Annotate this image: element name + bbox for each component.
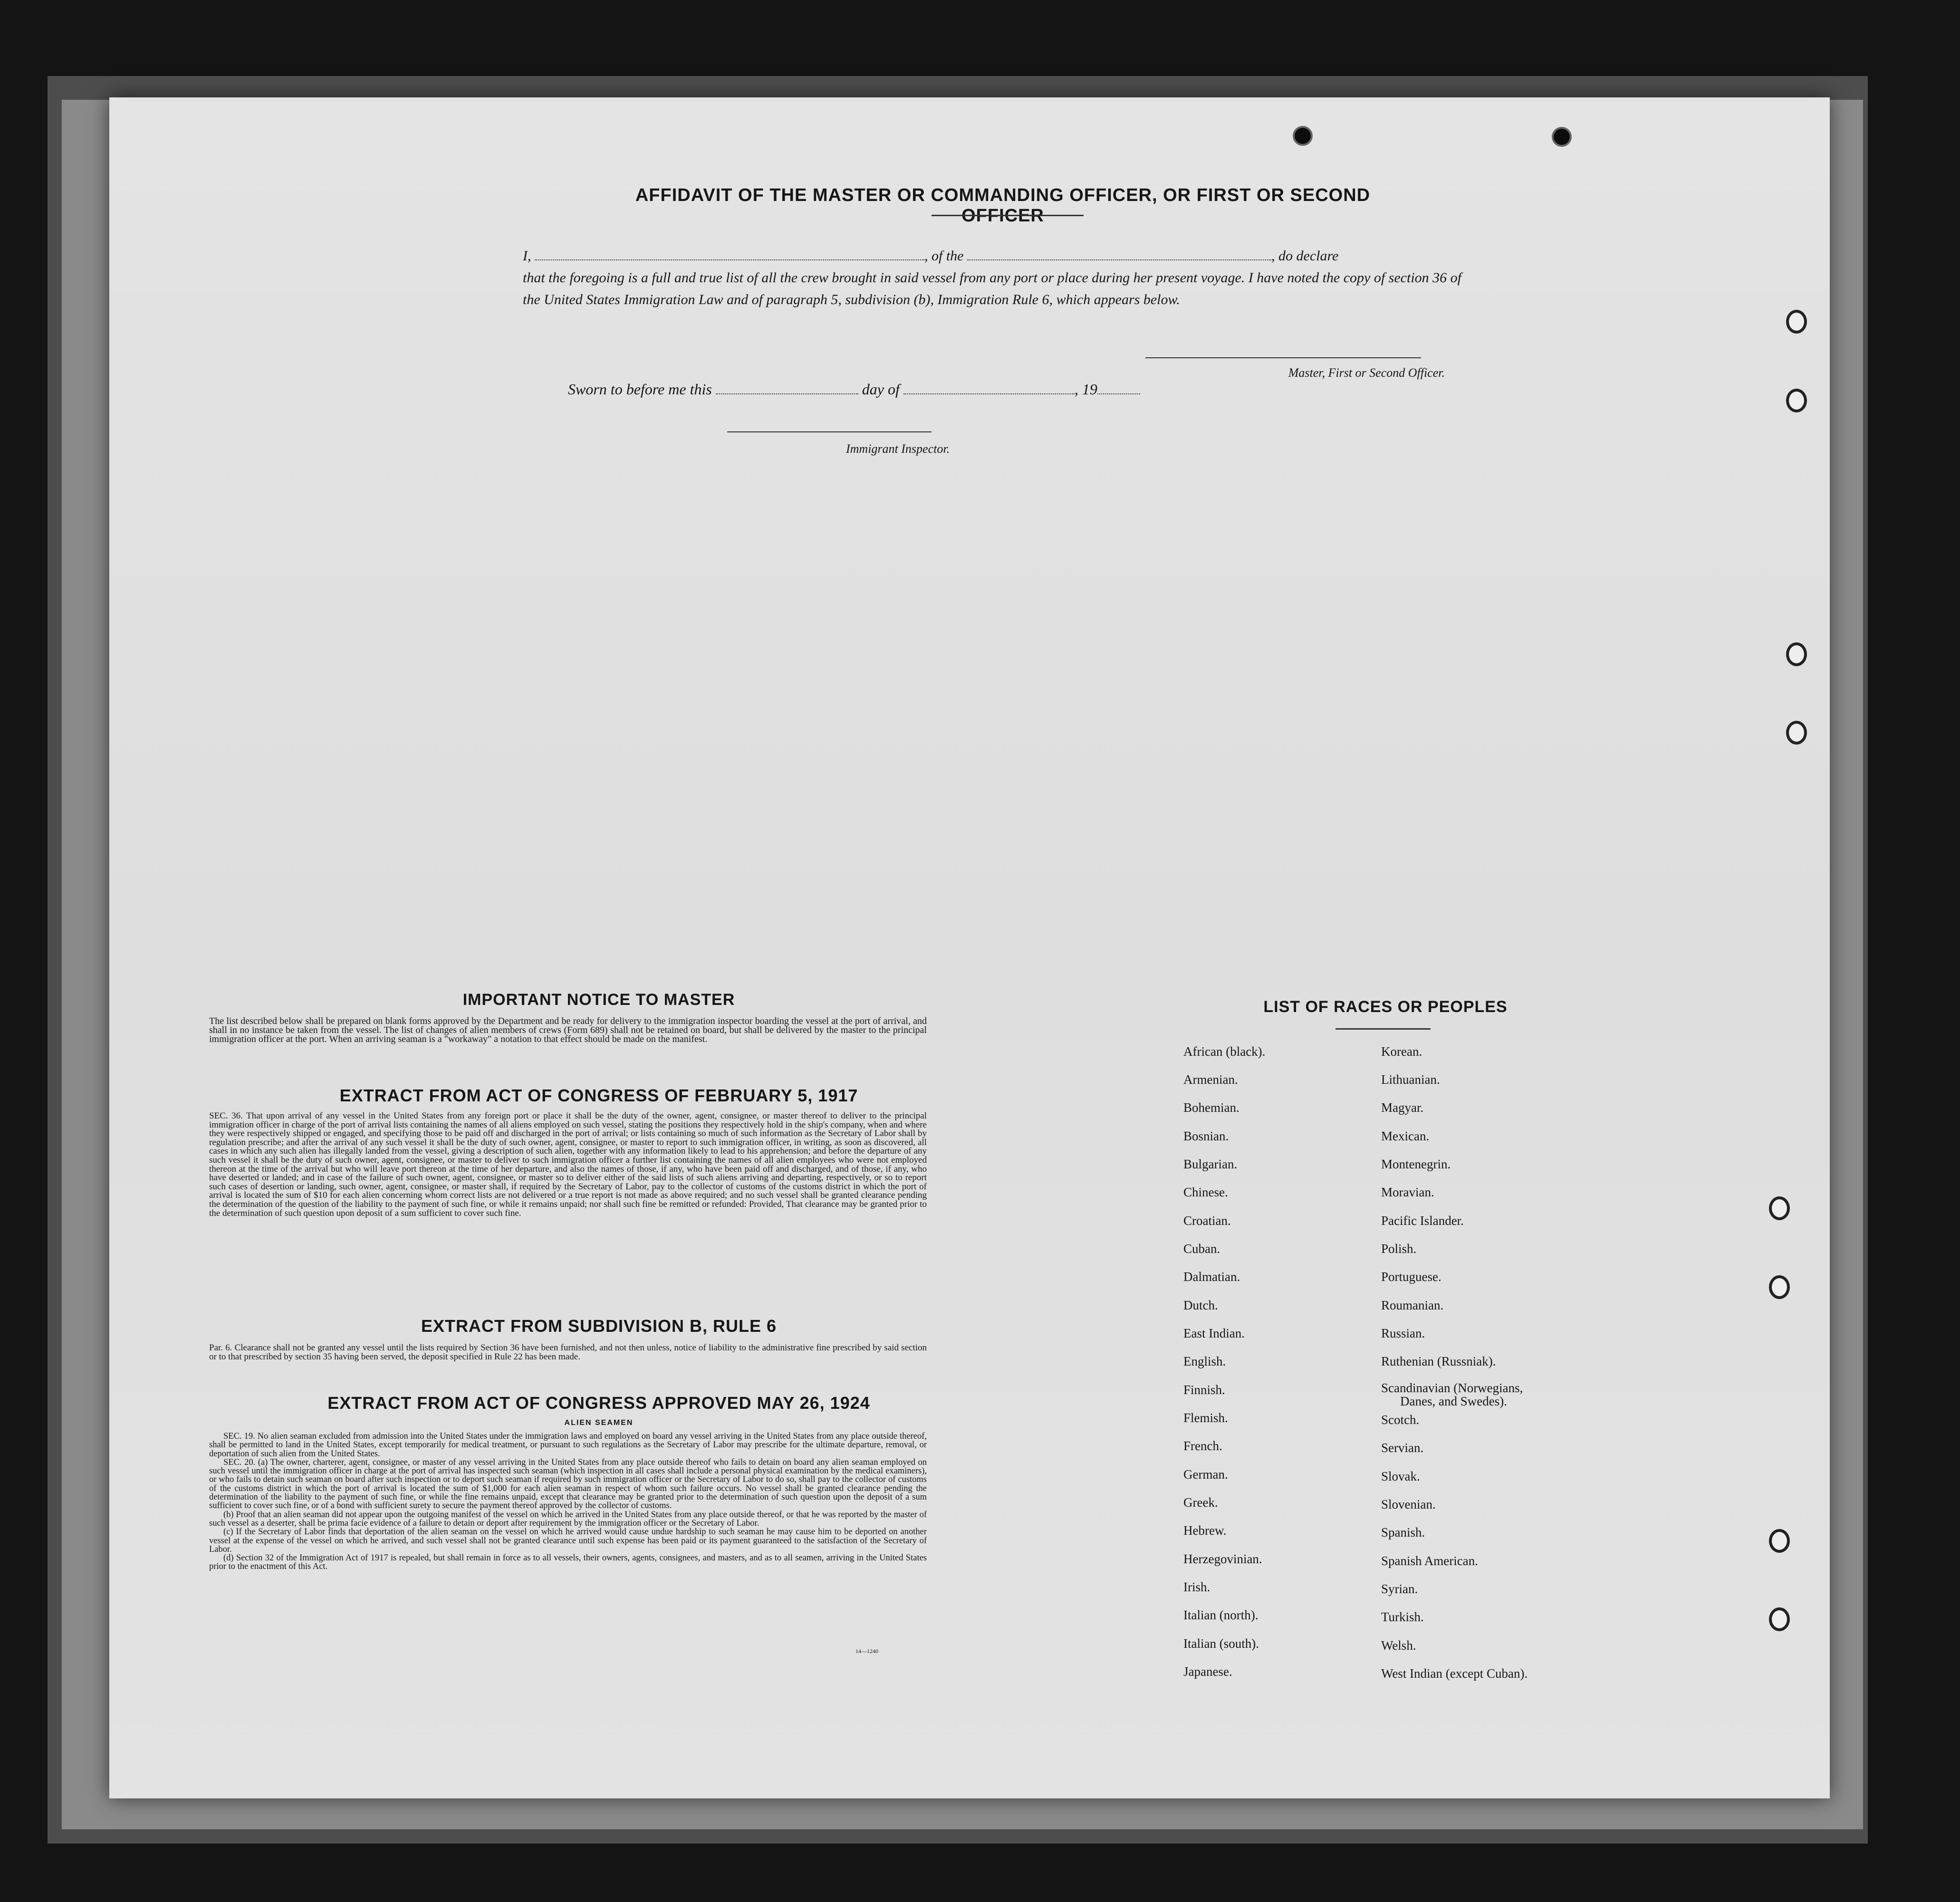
binder-hole — [1769, 1275, 1790, 1299]
race-right: Montenegrin. — [1381, 1157, 1451, 1171]
race-left: Bulgarian. — [1183, 1157, 1238, 1171]
race-left: Dalmatian. — [1183, 1270, 1240, 1284]
affidavit-body: that the foregoing is a full and true list of all the crew brought in said vessel from any port or place during her present voyage. I have noted the copy of section 36 of the United States Immigration Law and of paragraph 5, subdivision (b), Immigration Rule 6, which appears below. — [523, 270, 1461, 307]
declaration-start: I, — [523, 248, 531, 264]
race-right: Spanish. — [1381, 1525, 1425, 1539]
binder-hole — [1786, 721, 1807, 745]
race-right: Scandinavian (Norwegians, — [1381, 1381, 1523, 1395]
race-right: Russian. — [1381, 1326, 1425, 1340]
name-blank — [535, 246, 924, 260]
extract-1924-heading: EXTRACT FROM ACT OF CONGRESS APPROVED MAY 26, 1924 — [327, 1393, 870, 1413]
year-blank — [1097, 380, 1140, 394]
race-right: Mexican. — [1381, 1129, 1430, 1143]
race-left: Cuban. — [1183, 1242, 1220, 1256]
race-right: West Indian (except Cuban). — [1381, 1666, 1528, 1681]
race-left: Herzegovinian. — [1183, 1552, 1262, 1566]
signature-label: Master, First or Second Officer. — [1288, 366, 1445, 380]
day-blank — [716, 380, 858, 394]
race-right: Syrian. — [1381, 1582, 1418, 1596]
title-rule — [932, 215, 1084, 216]
binder-hole — [1786, 310, 1807, 334]
race-right: Lithuanian. — [1381, 1072, 1440, 1087]
race-right: Slovak. — [1381, 1469, 1420, 1483]
extract-1924-text — [209, 1432, 927, 1571]
race-left: Finnish. — [1183, 1383, 1225, 1397]
alien-seamen-subheading: ALIEN SEAMEN — [564, 1419, 634, 1427]
race-left: Flemish. — [1183, 1411, 1228, 1425]
race-left: African (black). — [1183, 1044, 1266, 1059]
binder-hole — [1786, 642, 1807, 666]
race-right: Ruthenian (Russniak). — [1381, 1354, 1496, 1368]
races-heading: LIST OF RACES OR PEOPLES — [1263, 998, 1508, 1016]
race-left: East Indian. — [1183, 1326, 1245, 1340]
inspector-label: Immigrant Inspector. — [846, 442, 950, 456]
race-right: Moravian. — [1381, 1185, 1434, 1199]
vessel-blank — [967, 246, 1271, 260]
race-right: Servian. — [1381, 1441, 1424, 1455]
punch-hole — [1293, 126, 1313, 146]
section-20a: SEC. 20. (a) The owner, charterer, agent, consignee, or master of any vessel arriving in the United States from any place outside thereof who fails to detain on board any alien seaman employed on such vessel until the immigration officer in charge at the port of arrival has inspected such seaman (which inspection in all cases shall include a personal physical examination by the medical examiners), or who fails to detain such seaman on board after such inspection or to deport such seaman if required by such immigration officer or the Secretary of Labor to do so, shall pay to the collector of customs of the customs district in which the port of arrival is located the sum of $1,000 for each alien seaman in respect of whom such failure occurs. No vessel shall be granted clearance pending the determination of the liability to the payment of such fine, or while the fine remains unpaid, except that clearance may be granted prior to the determination of such question upon the deposit of a sum sufficient to cover such fine, or of a bond with sufficient surety to secure the payment thereof approved by the collector of customs. — [209, 1457, 927, 1511]
race-left: Hebrew. — [1183, 1523, 1227, 1538]
binder-hole — [1786, 389, 1807, 412]
race-left: Dutch. — [1183, 1298, 1218, 1312]
race-left: French. — [1183, 1439, 1222, 1453]
race-right: Portuguese. — [1381, 1270, 1441, 1284]
race-right: Danes, and Swedes). — [1400, 1394, 1507, 1408]
race-left: German. — [1183, 1467, 1228, 1481]
section-20c: (c) If the Secretary of Labor finds that deportation of the alien seaman on the vessel on which he arrived would cause undue hardship to such seaman he may cause him to be deported on another vessel at the expense of the vessel on which he arrived, and such vessel shall not be granted clearance until such expense has been paid or its payment guaranteed to the satisfaction of the Secretary of Labor. — [209, 1527, 927, 1554]
rule6-heading: EXTRACT FROM SUBDIVISION B, RULE 6 — [421, 1316, 777, 1336]
race-right: Turkish. — [1381, 1610, 1424, 1624]
inspector-line — [727, 431, 932, 432]
extract-1917-text: SEC. 36. That upon arrival of any vessel in the United States from any foreign port or place it shall be the duty of the owner, agent, consignee, or master thereof to deliver to the principal immigration officer in charge of the port of arrival lists containing the names of all aliens employed on such vessel, stating the positions they respectively hold in the ship's company, when and where they were respectively shipped or engaged, and specifying those to be paid off and discharged in the port of arrival; or lists containing so much of such information as the Secretary of Labor shall by regulation prescribe; and after the arrival of any such vessel it shall be the duty of such owner, agent, consignee, or master to report to such immigration officer, in writing, as soon as discovered, all cases in which any such alien has illegally landed from the vessel, giving a description of such alien, together with any information likely to lead to his apprehension; and before the departure of any such vessel it shall be the duty of such owner, agent, consignee, or master to deliver to such immigration officer a further list containing the names of all alien employees who were not employed thereon at the time of the arrival but who will leave port thereon at the time of her departure, and also the names of those, if any, who have been paid off and discharged, and of those, if any, who have deserted or landed; and in case of the failure of such owner, agent, consignee, or master so to deliver either of the said lists of such aliens arriving and departing, respectively, or so to report such cases of desertion or landing, such owner, agent, consignee, or master shall, if required by the Secretary of Labor, pay to the collector of customs of the customs district in which the port of arrival is located the sum of $10 for each alien concerning whom correct lists are not delivered or a true report is not made as above required; and no such vessel shall be granted clearance pending the determination of the question of the liability to the payment of such fine, or while it remains unpaid; nor shall such fine be remitted or refunded: Provided, That clearance may be granted prior to the determination of such question upon deposit of a sum sufficient to cover such fine. — [209, 1111, 927, 1218]
race-left: Italian (north). — [1183, 1608, 1259, 1622]
sworn-line — [568, 380, 1233, 398]
race-left: Italian (south). — [1183, 1636, 1259, 1651]
race-left: Irish. — [1183, 1580, 1211, 1594]
race-right: Scotch. — [1381, 1413, 1420, 1427]
declaration-line — [523, 245, 1464, 267]
race-left: English. — [1183, 1354, 1226, 1368]
binder-hole — [1769, 1196, 1790, 1220]
declaration-mid: , of the — [924, 248, 964, 264]
race-right: Roumanian. — [1381, 1298, 1444, 1312]
race-right: Magyar. — [1381, 1100, 1424, 1115]
race-left: Bohemian. — [1183, 1100, 1239, 1115]
affidavit-declaration — [523, 245, 1464, 311]
section-19: SEC. 19. No alien seaman excluded from admission into the United States under the immigration laws and employed on board any vessel arriving in the United States from any place outside thereof, shall be permitted to land in the United States, except temporarily for medical treatment, or pursuant to such regulations as the Secretary of Labor may prescribe for the ultimate departure, removal, or deportation of such alien from the United States. — [209, 1432, 927, 1459]
race-right: Slovenian. — [1381, 1497, 1436, 1511]
declaration-end: , do declare — [1271, 248, 1339, 264]
race-right: Polish. — [1381, 1242, 1417, 1256]
races-rule — [1335, 1028, 1431, 1030]
affidavit-title: AFFIDAVIT OF THE MASTER OR COMMANDING OFFICER, OR FIRST OR SECOND OFFICER — [635, 185, 1371, 226]
notice-text: The list described below shall be prepared on blank forms approved by the Department and be ready for delivery to the immigration inspector boarding the vessel at the port of arrival, and shall in no instance be taken from the vessel. The list of changes of alien members of crews (Form 689) shall not be retained on board, but shall be delivered by the master to the principal immigration officer at the port. When an arriving seaman is a "workaway" a notation to that effect should be made on the manifest. — [209, 1016, 927, 1044]
punch-hole — [1552, 127, 1572, 147]
signature-line — [1145, 357, 1421, 358]
race-left: Bosnian. — [1183, 1129, 1229, 1143]
race-right: Spanish American. — [1381, 1554, 1478, 1568]
extract-1917-heading: EXTRACT FROM ACT OF CONGRESS OF FEBRUARY 5, 1917 — [339, 1086, 858, 1105]
notice-heading: IMPORTANT NOTICE TO MASTER — [462, 991, 735, 1009]
rule6-text: Par. 6. Clearance shall not be granted any vessel until the lists required by Section 36 have been furnished, and not then unless, notice of liability to the administrative fine prescribed by said section or to that prescribed by section 35 having been served, the deposit specified in Rule 22 has been made. — [209, 1343, 927, 1362]
race-right: Welsh. — [1381, 1638, 1416, 1653]
sworn-start: Sworn to before me this — [568, 381, 712, 398]
race-right: Pacific Islander. — [1381, 1214, 1464, 1228]
section-20b: (b) Proof that an alien seaman did not appear upon the outgoing manifest of the vessel on which he arrived in the United States from any place outside thereof, or that he was reported by the master of such vessel as a deserter, shall be prima facie evidence of a failure to detain or deport after requirement by the immigration officer or the Secretary of Labor. — [209, 1510, 927, 1528]
month-blank — [903, 380, 1075, 394]
form-number: 14—1240 — [855, 1648, 878, 1654]
binder-hole — [1769, 1529, 1790, 1553]
race-left: Japanese. — [1183, 1664, 1232, 1679]
race-left: Armenian. — [1183, 1072, 1238, 1087]
race-right: Korean. — [1381, 1044, 1422, 1059]
binder-hole — [1769, 1607, 1790, 1631]
sworn-end: , 19 — [1074, 381, 1097, 398]
race-left: Chinese. — [1183, 1185, 1228, 1199]
race-left: Greek. — [1183, 1495, 1218, 1510]
section-20d: (d) Section 32 of the Immigration Act of 1917 is repealed, but shall remain in force as to all vessels, their owners, agents, consignees, and masters, and as to all seamen, arriving in the United States prior to the enactment of this Act. — [209, 1553, 927, 1572]
sworn-mid: day of — [862, 381, 900, 398]
race-left: Croatian. — [1183, 1214, 1231, 1228]
